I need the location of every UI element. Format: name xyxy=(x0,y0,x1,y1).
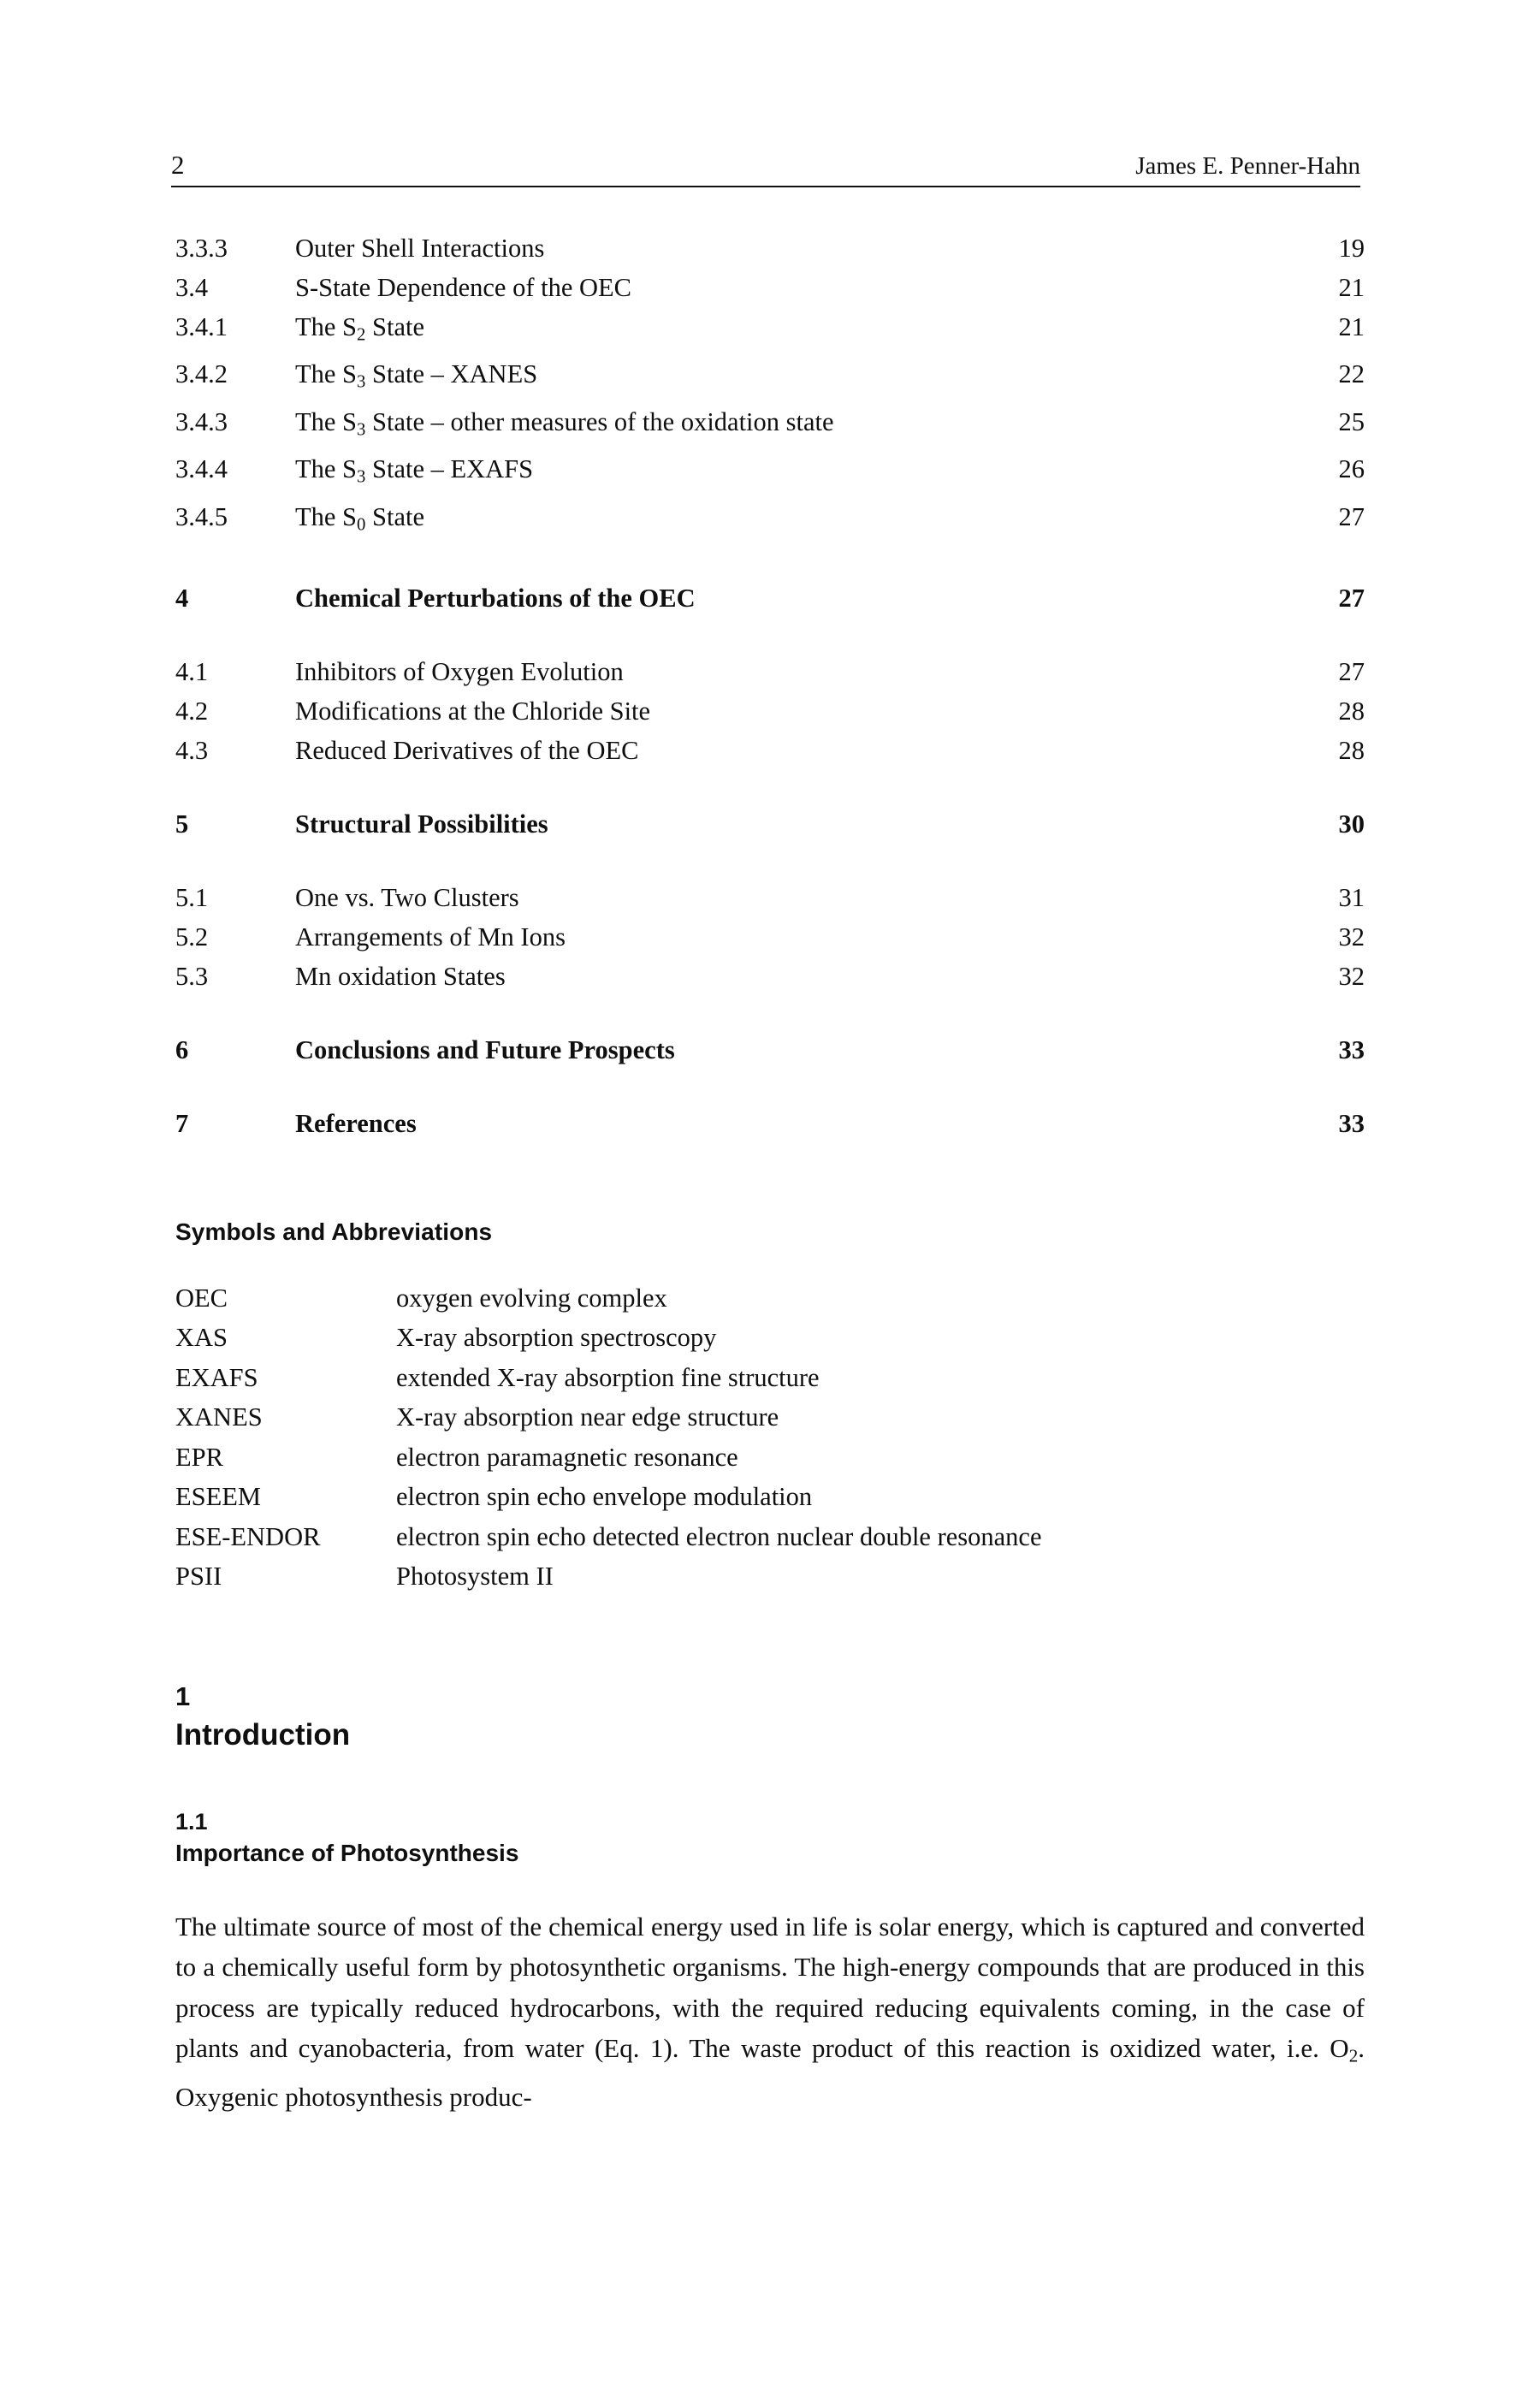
symbol-abbreviation: XANES xyxy=(175,1402,263,1432)
toc-leader-dots xyxy=(531,882,1305,904)
toc-entry[interactable] xyxy=(175,1030,1365,1070)
toc-entry[interactable] xyxy=(175,804,1365,844)
toc-entry-number: 3.4.1 xyxy=(175,312,228,341)
running-head xyxy=(171,150,1360,187)
toc-entry-page: 27 xyxy=(1338,583,1365,613)
toc-entry-page: 21 xyxy=(1338,312,1365,341)
toc-leader-dots xyxy=(643,272,1305,294)
toc-entry-number: 5 xyxy=(175,809,189,839)
toc-leader-dots xyxy=(549,359,1305,381)
toc-entry-page: 26 xyxy=(1338,454,1365,484)
toc-entry-title: The $S_2$ State xyxy=(295,312,425,345)
toc-entry[interactable] xyxy=(175,354,1365,401)
toc-leader-dots xyxy=(636,656,1305,679)
toc-entry[interactable] xyxy=(175,878,1365,917)
toc-entry-page: 28 xyxy=(1338,696,1365,726)
toc-entry-title: The $S_0$ State xyxy=(295,501,425,534)
toc-leader-dots xyxy=(545,453,1305,476)
toc-entry-page: 19 xyxy=(1338,234,1365,263)
toc-entry-number: 4.1 xyxy=(175,656,209,686)
toc-entry-number: 3.4.4 xyxy=(175,454,228,484)
toc-entry[interactable] xyxy=(175,402,1365,449)
toc-leader-dots xyxy=(662,696,1305,718)
toc-entry-page: 25 xyxy=(1338,406,1365,436)
symbol-row xyxy=(175,1438,1373,1478)
symbol-definition: oxygen evolving complex xyxy=(396,1283,667,1313)
toc-entry-title: Reduced Derivatives of the OEC xyxy=(295,735,639,765)
toc-leader-dots xyxy=(560,809,1305,831)
toc-entry-number: 3.4.2 xyxy=(175,359,228,389)
symbol-definition: extended X-ray absorption fine structure xyxy=(396,1362,820,1392)
symbol-row xyxy=(175,1517,1373,1557)
toc-entry[interactable] xyxy=(175,497,1365,544)
toc-entry-number: 4 xyxy=(175,583,189,613)
toc-entry-title: Structural Possibilities xyxy=(295,809,548,839)
subsection-title-importance-of-photosynthesis: Importance of Photosynthesis xyxy=(175,1839,519,1866)
toc-leader-dots xyxy=(429,1108,1305,1130)
toc-leader-dots xyxy=(846,406,1305,429)
toc-entry[interactable] xyxy=(175,268,1365,307)
toc-entry-number: 5.1 xyxy=(175,882,209,912)
table-of-contents xyxy=(175,228,1365,1143)
toc-entry[interactable] xyxy=(175,228,1365,268)
toc-entry[interactable] xyxy=(175,1104,1365,1143)
toc-entry[interactable] xyxy=(175,731,1365,770)
page-content xyxy=(171,150,1373,2118)
running-head-author: James E. Penner-Hahn xyxy=(1135,152,1360,180)
symbol-abbreviation: EPR xyxy=(175,1442,223,1472)
toc-entry-page: 28 xyxy=(1338,735,1365,765)
toc-entry-page: 33 xyxy=(1338,1108,1365,1138)
toc-entry-number: 3.3.3 xyxy=(175,234,228,263)
toc-entry-page: 21 xyxy=(1338,273,1365,302)
toc-leader-dots xyxy=(436,501,1305,524)
toc-entry-title: The $S_3$ State – XANES xyxy=(295,359,538,392)
symbol-row xyxy=(175,1278,1373,1319)
toc-entry-title: Modifications at the Chloride Site xyxy=(295,696,651,726)
toc-entry[interactable] xyxy=(175,578,1365,618)
toc-entry-title: Arrangements of Mn Ions xyxy=(295,922,566,951)
symbol-abbreviation: EXAFS xyxy=(175,1362,258,1392)
toc-entry-page: 31 xyxy=(1338,882,1365,912)
symbol-definition: X-ray absorption near edge structure xyxy=(396,1402,779,1432)
toc-entry-number: 5.3 xyxy=(175,961,209,991)
toc-entry[interactable] xyxy=(175,691,1365,731)
toc-entry-page: 33 xyxy=(1338,1034,1365,1064)
toc-entry-title: Outer Shell Interactions xyxy=(295,234,545,263)
symbol-row xyxy=(175,1358,1373,1398)
toc-entry-title: References xyxy=(295,1108,417,1138)
symbols-table xyxy=(175,1278,1373,1597)
toc-leader-dots xyxy=(708,583,1305,605)
symbol-definition: electron spin echo envelope modulation xyxy=(396,1482,813,1512)
symbol-abbreviation: XAS xyxy=(175,1323,228,1353)
symbols-heading: Symbols and Abbreviations xyxy=(175,1218,493,1245)
symbol-abbreviation: PSII xyxy=(175,1562,222,1592)
symbol-row xyxy=(175,1318,1373,1358)
toc-entry-number: 5.2 xyxy=(175,922,209,951)
symbol-row xyxy=(175,1397,1373,1438)
toc-entry-number: 7 xyxy=(175,1108,189,1138)
toc-entry-number: 6 xyxy=(175,1034,189,1064)
toc-entry-page: 22 xyxy=(1338,359,1365,389)
toc-leader-dots xyxy=(436,311,1305,334)
toc-entry-title: Mn oxidation States xyxy=(295,961,506,991)
toc-entry[interactable] xyxy=(175,307,1365,354)
toc-entry-number: 3.4 xyxy=(175,273,209,302)
toc-leader-dots xyxy=(518,961,1305,983)
symbol-abbreviation: ESE-ENDOR xyxy=(175,1521,321,1551)
symbol-row xyxy=(175,1477,1373,1517)
toc-entry-page: 32 xyxy=(1338,961,1365,991)
toc-leader-dots xyxy=(650,735,1305,757)
symbol-definition: electron paramagnetic resonance xyxy=(396,1442,738,1472)
toc-entry[interactable] xyxy=(175,449,1365,496)
toc-entry-title: Conclusions and Future Prospects xyxy=(295,1034,675,1064)
page-number: 2 xyxy=(171,150,185,180)
toc-leader-dots xyxy=(556,233,1305,255)
toc-entry-title: The $S_3$ State – EXAFS xyxy=(295,454,534,487)
symbol-abbreviation: OEC xyxy=(175,1283,228,1313)
symbol-definition: Photosystem II xyxy=(396,1562,554,1592)
toc-leader-dots xyxy=(687,1034,1305,1057)
intro-paragraph: The ultimate source of most of the chemical energy used in life is solar energy, which is captured and converted to a chemically useful form by photosynthetic organisms. The high-energy compounds that are produced in this process are typically reduced hydrocarbons, with the required reducing equivalents coming, in the case of plants and cyanobacteria, from water (Eq. 1). The waste product of this reaction is oxidized water, i.e. $O_2$. Oxygenic photosynthesis produc- xyxy=(175,1911,1365,2113)
toc-entry-title: One vs. Two Clusters xyxy=(295,882,519,912)
symbol-definition: electron spin echo detected electron nuclear double resonance xyxy=(396,1521,1042,1551)
section-number-1: 1 xyxy=(175,1681,191,1711)
toc-entry[interactable] xyxy=(175,652,1365,691)
symbol-abbreviation: ESEEM xyxy=(175,1482,261,1512)
toc-entry[interactable] xyxy=(175,917,1365,957)
toc-entry-page: 27 xyxy=(1338,656,1365,686)
toc-entry-number: 3.4.3 xyxy=(175,406,228,436)
toc-entry-page: 27 xyxy=(1338,501,1365,531)
symbol-row xyxy=(175,1556,1373,1597)
toc-entry-number: 4.2 xyxy=(175,696,209,726)
toc-entry-number: 3.4.5 xyxy=(175,501,228,531)
section-title-introduction: Introduction xyxy=(175,1717,351,1752)
toc-entry-title: Inhibitors of Oxygen Evolution xyxy=(295,656,624,686)
toc-entry-title: Chemical Perturbations of the OEC xyxy=(295,583,696,613)
toc-entry-number: 4.3 xyxy=(175,735,209,765)
symbol-definition: X-ray absorption spectroscopy xyxy=(396,1323,717,1353)
toc-entry-page: 30 xyxy=(1338,809,1365,839)
subsection-number-1-1: 1.1 xyxy=(175,1808,208,1835)
toc-leader-dots xyxy=(578,922,1305,944)
toc-entry-page: 32 xyxy=(1338,922,1365,951)
toc-entry-title: S-State Dependence of the OEC xyxy=(295,273,631,302)
toc-entry-title: The $S_3$ State – other measures of the oxidation state xyxy=(295,406,834,440)
toc-entry[interactable] xyxy=(175,957,1365,996)
